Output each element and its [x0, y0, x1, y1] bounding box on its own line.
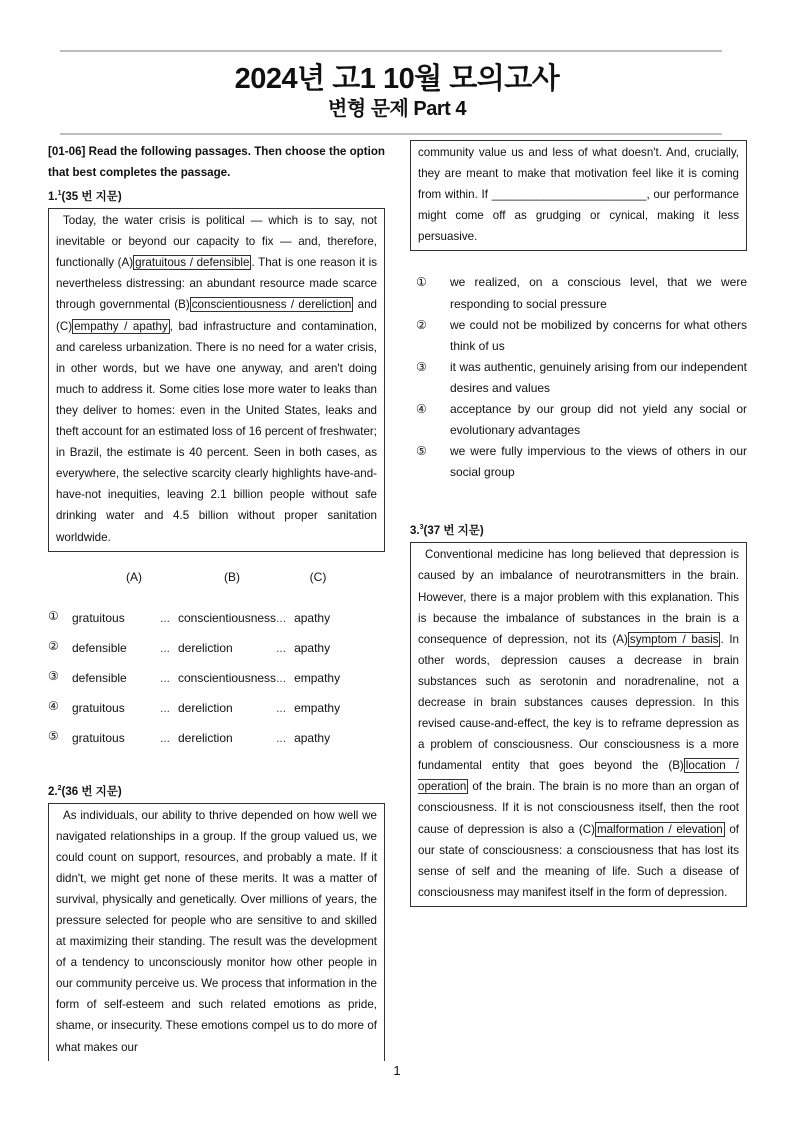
passage-text: of our state of consciousness: a consciousness that has lost its sense of self and the meaning of life. Such a disease of consciousness may manifest itself in the form of depression.: [418, 822, 739, 899]
answer-options-1: [48, 604, 354, 754]
answer-option-1[interactable]: [48, 604, 354, 634]
option-c-word: apathy: [294, 731, 331, 746]
answer-header-row: [48, 564, 348, 592]
passage-text: Conventional medicine has long believed that depression is caused by an imbalance of neurotransmitters in the brain. However, there is a major problem with this explanation. This is because the imbalance of substances in the brain is a consequence of depression, not its (A): [418, 548, 739, 646]
option-number: ②: [48, 638, 59, 653]
choice-box-c: empathy / apathy: [74, 319, 168, 333]
header-rule: [60, 133, 722, 135]
page-subtitle: 변형 문제 Part 4: [328, 98, 466, 120]
option-a-word: defensible: [72, 671, 127, 686]
footnote-marker: 3: [419, 524, 424, 532]
separator: ...: [160, 731, 171, 746]
option-number: ④: [416, 402, 427, 417]
choice-box-b: conscientiousness / dereliction: [191, 298, 352, 312]
separator: ...: [160, 671, 171, 686]
separator: ...: [276, 671, 287, 686]
option-c-word: empathy: [294, 671, 341, 686]
option-a-word: gratuitous: [72, 611, 125, 626]
footnote-marker: 2: [57, 784, 62, 792]
question-source: (37 번 지문): [423, 525, 484, 538]
option-number: ①: [416, 275, 427, 290]
option-b-word: dereliction: [178, 701, 233, 716]
passage-text: , our performance might come off as grudging or cynical, making it less persuasive.: [418, 188, 739, 244]
question-number: 1.: [48, 191, 58, 204]
left-column: [48, 141, 385, 1061]
option-text: we were fully impervious to the views of others in our social group: [450, 444, 747, 480]
passage-text: and (C): [56, 298, 377, 333]
passage-text: , bad infrastructure and contamination, and careless urbanization. There is no need for a water crisis, in other words, but we have one anyway, and aren't doing much to address it. Some cities lose more water to leaks than they deliver to homes: even in the United States, leaks and theft account for an estimated loss of 16 percent of freshwater; in Brazil, the estimate is 40 percent. Seen in both cases, as everywhere, the selective scarcity clearly highlights have-and-have-not inequities, leaving 2.1 billion people without safe drinking water and 4.5 billion without proper sanitation worldwide.: [56, 319, 377, 544]
option-number: ⑤: [416, 444, 427, 459]
choice-box-a: gratuitous / defensible: [135, 256, 250, 270]
separator: ...: [276, 701, 287, 716]
answer-option-1[interactable]: [410, 272, 747, 314]
separator: ...: [276, 641, 287, 656]
question-source: (36 번 지문): [61, 785, 122, 798]
option-a-word: gratuitous: [72, 701, 125, 716]
column-header-c: (C): [309, 570, 327, 585]
option-a-word: defensible: [72, 641, 127, 656]
passage-text: As individuals, our ability to thrive depended on how well we navigated relationships in a group. If the group valued us, we could count on support, resources, and probably a mate. If it didn't, we might get none of these merits. It was a matter of survival, physically and genetically. Over millions of years, the pressure selected for people who are sensitive to and skilled at maximizing their standing. The result was the development of a tendency to unconsciously monitor how other people in our community perceive us. We process that information in the form of self-esteem and such related emotions as pride, shame, or insecurity. These emotions compel us to do more of what makes our: [56, 808, 377, 1054]
option-number: ③: [416, 359, 427, 374]
passage-2-part-2: [410, 140, 747, 251]
answer-option-3[interactable]: [410, 357, 747, 399]
passage-text: of the brain. The brain is no more than an organ of consciousness. If it is not consciousness itself, then the root cause of depression is also a (C): [418, 780, 739, 836]
answer-option-5[interactable]: [48, 724, 354, 754]
question-1-heading: [48, 183, 385, 208]
option-text: acceptance by our group did not yield any social or evolutionary advantages: [450, 402, 747, 438]
answer-options-2: [410, 272, 747, 483]
top-rule: [60, 50, 722, 52]
instructions: [01-06] Read the following passages. Then choose the option that best completes the passage.: [48, 145, 385, 180]
page-number: 1: [393, 1063, 401, 1078]
answer-option-5[interactable]: [410, 441, 747, 483]
option-c-word: apathy: [294, 641, 331, 656]
option-number: ②: [416, 317, 427, 332]
answer-option-3[interactable]: [48, 664, 354, 694]
answer-option-2[interactable]: [410, 315, 747, 357]
passage-text: . That is one reason it is nevertheless distressing: an abundant resource made scarce through governmental (B): [56, 256, 377, 312]
option-text: we could not be mobilized by concerns for what others think of us: [450, 317, 747, 353]
option-a-word: gratuitous: [72, 731, 125, 746]
answer-option-2[interactable]: [48, 634, 354, 664]
question-3-heading: [410, 517, 747, 542]
option-text: we realized, on a conscious level, that we were responding to social pressure: [450, 275, 747, 311]
option-b-word: conscientiousness: [178, 671, 277, 686]
passage-3: [410, 542, 747, 907]
separator: ...: [160, 611, 171, 626]
question-number: 3.: [410, 525, 420, 538]
separator: ...: [160, 701, 171, 716]
answer-blank: ________________________: [491, 188, 647, 202]
column-header-b: (B): [224, 570, 240, 585]
option-number: ①: [48, 608, 59, 623]
option-number: ③: [48, 668, 59, 683]
answer-table-1: [48, 564, 348, 592]
question-2-heading: [48, 778, 385, 803]
option-b-word: conscientiousness: [178, 611, 277, 626]
passage-2-part-1: [48, 803, 385, 1061]
option-number: ④: [48, 698, 59, 713]
option-number: ⑤: [48, 728, 59, 743]
passage-text: . In other words, depression causes a decrease in brain substances such as serotonin and noradrenaline, not a decrease in brain substances causes depression. In this revised cause-and-effect, the key is to reframe depression as a problem of consciousness. Our consciousness is a more fundamental entity that goes beyond the (B): [418, 632, 739, 773]
question-source: (35 번 지문): [61, 191, 122, 204]
separator: ...: [276, 611, 287, 626]
column-header-a: (A): [126, 570, 142, 585]
choice-box-a: symptom / basis: [629, 632, 719, 646]
passage-text: Today, the water crisis is political — which is to say, not inevitable or beyond our capacity to fix — and, therefore, functionally (A): [56, 214, 377, 270]
choice-box-c: malformation / elevation: [596, 822, 723, 836]
passage-1: [48, 208, 385, 552]
answer-option-4[interactable]: [410, 399, 747, 441]
passage-text: community value us and less of what doesn't. And, crucially, they are meant to make that motivation feel like it is coming from within. If: [418, 146, 739, 202]
right-column: [410, 140, 747, 907]
separator: ...: [160, 641, 171, 656]
page-title: 2024년 고1 10월 모의고사: [234, 63, 560, 95]
option-b-word: dereliction: [178, 731, 233, 746]
separator: ...: [276, 731, 287, 746]
option-b-word: dereliction: [178, 641, 233, 656]
option-c-word: apathy: [294, 611, 331, 626]
option-text: it was authentic, genuinely arising from our independent desires and values: [450, 359, 747, 395]
option-c-word: empathy: [294, 701, 341, 716]
footnote-marker: 1: [57, 190, 62, 198]
choice-box-b: location / operation: [418, 759, 740, 794]
answer-option-4[interactable]: [48, 694, 354, 724]
question-number: 2.: [48, 785, 58, 798]
